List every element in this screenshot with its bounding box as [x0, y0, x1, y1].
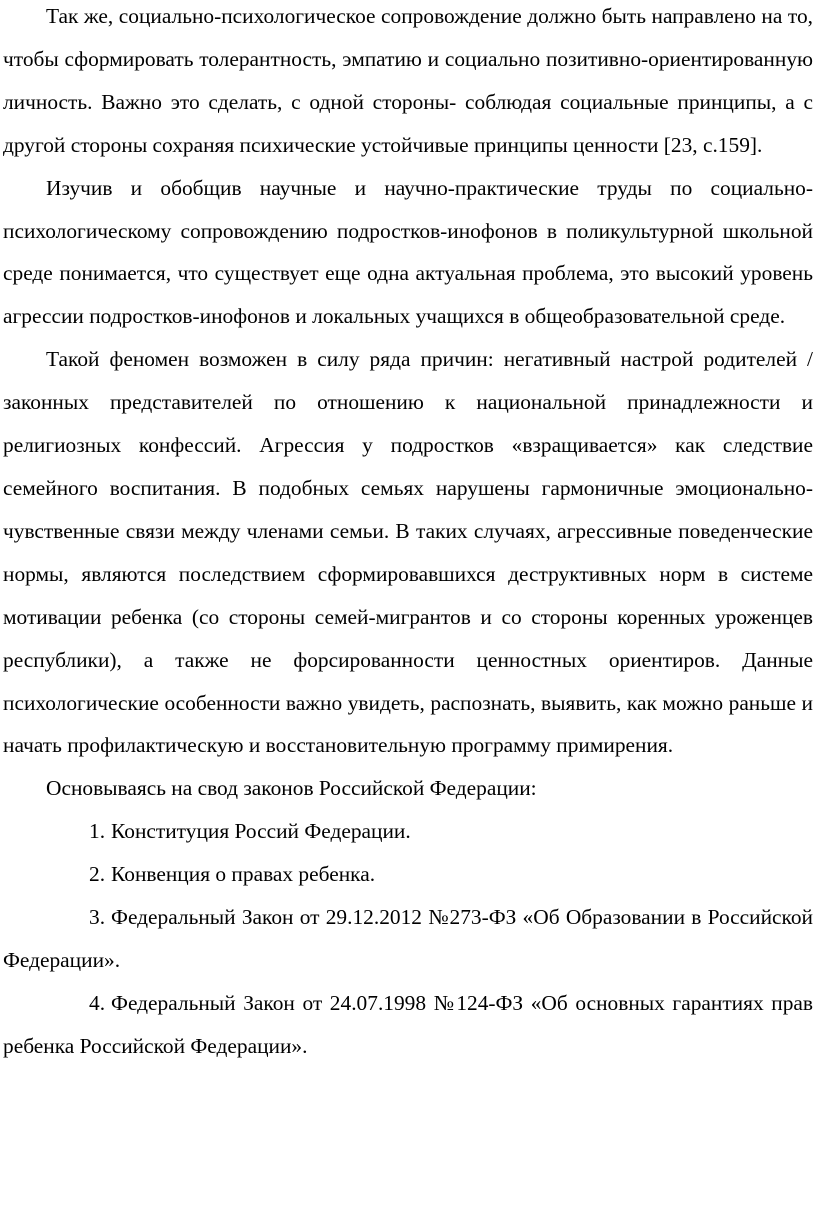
list-item-number: 2.	[89, 862, 106, 887]
paragraph-2: Изучив и обобщив научные и научно-практические труды по социально-психологическому сопровождению подростков-инофонов в поликультурной школьной среде понимается, что существует еще одна актуальная проблема, это высокий уровень агрессии подростков-инофонов и локальных учащихся в общеобразовательной среде.	[3, 175, 813, 329]
list-item	[3, 810, 813, 853]
paragraph-3: Такой феномен возможен в силу ряда причин: негативный настрой родителей / законных представителей по отношению к национальной принадлежности и религиозных конфессий. Агрессия у подростков «взращивается» как следствие семейного воспитания. В подобных семьях нарушены гармоничные эмоционально-чувственные связи между членами семьи. В таких случаях, агрессивные поведенческие нормы, являются последствием сформировавшихся деструктивных норм в системе мотивации ребенка (со стороны семей-мигрантов и со стороны коренных уроженцев республики), а также не форсированности ценностных ориентиров. Данные психологические особенности важно увидеть, распознать, выявить, как можно раньше и начать профилактическую и восстановительную программу примирения.	[3, 347, 813, 758]
law-list	[3, 810, 813, 1067]
paragraph-1: Так же, социально-психологическое сопровождение должно быть направлено на то, чтобы сформировать толерантность, эмпатию и социально позитивно-ориентированную личность. Важно это сделать, с одной стороны- соблюдая социальные принципы, а с другой стороны сохраняя психические устойчивые принципы ценности [23, с.159].	[3, 4, 813, 157]
list-item	[3, 896, 813, 982]
list-item-text: Конституция Россий Федерации.	[111, 819, 411, 844]
list-item-number: 4.	[89, 990, 106, 1015]
list-item-text: Федеральный Закон от 29.12.2012 №273-ФЗ «Об Образовании в Российской Федерации».	[3, 905, 813, 972]
list-item-number: 3.	[89, 905, 106, 930]
list-item	[3, 853, 813, 896]
paragraph-4: Основываясь на свод законов Российской Федерации:	[46, 776, 537, 801]
list-item-text: Федеральный Закон от 24.07.1998 №124-ФЗ «Об основных гарантиях прав ребенка Российской Федерации».	[3, 990, 813, 1058]
list-item-number: 1.	[89, 819, 106, 844]
list-item	[3, 982, 813, 1068]
list-item-text: Конвенция о правах ребенка.	[111, 862, 376, 887]
